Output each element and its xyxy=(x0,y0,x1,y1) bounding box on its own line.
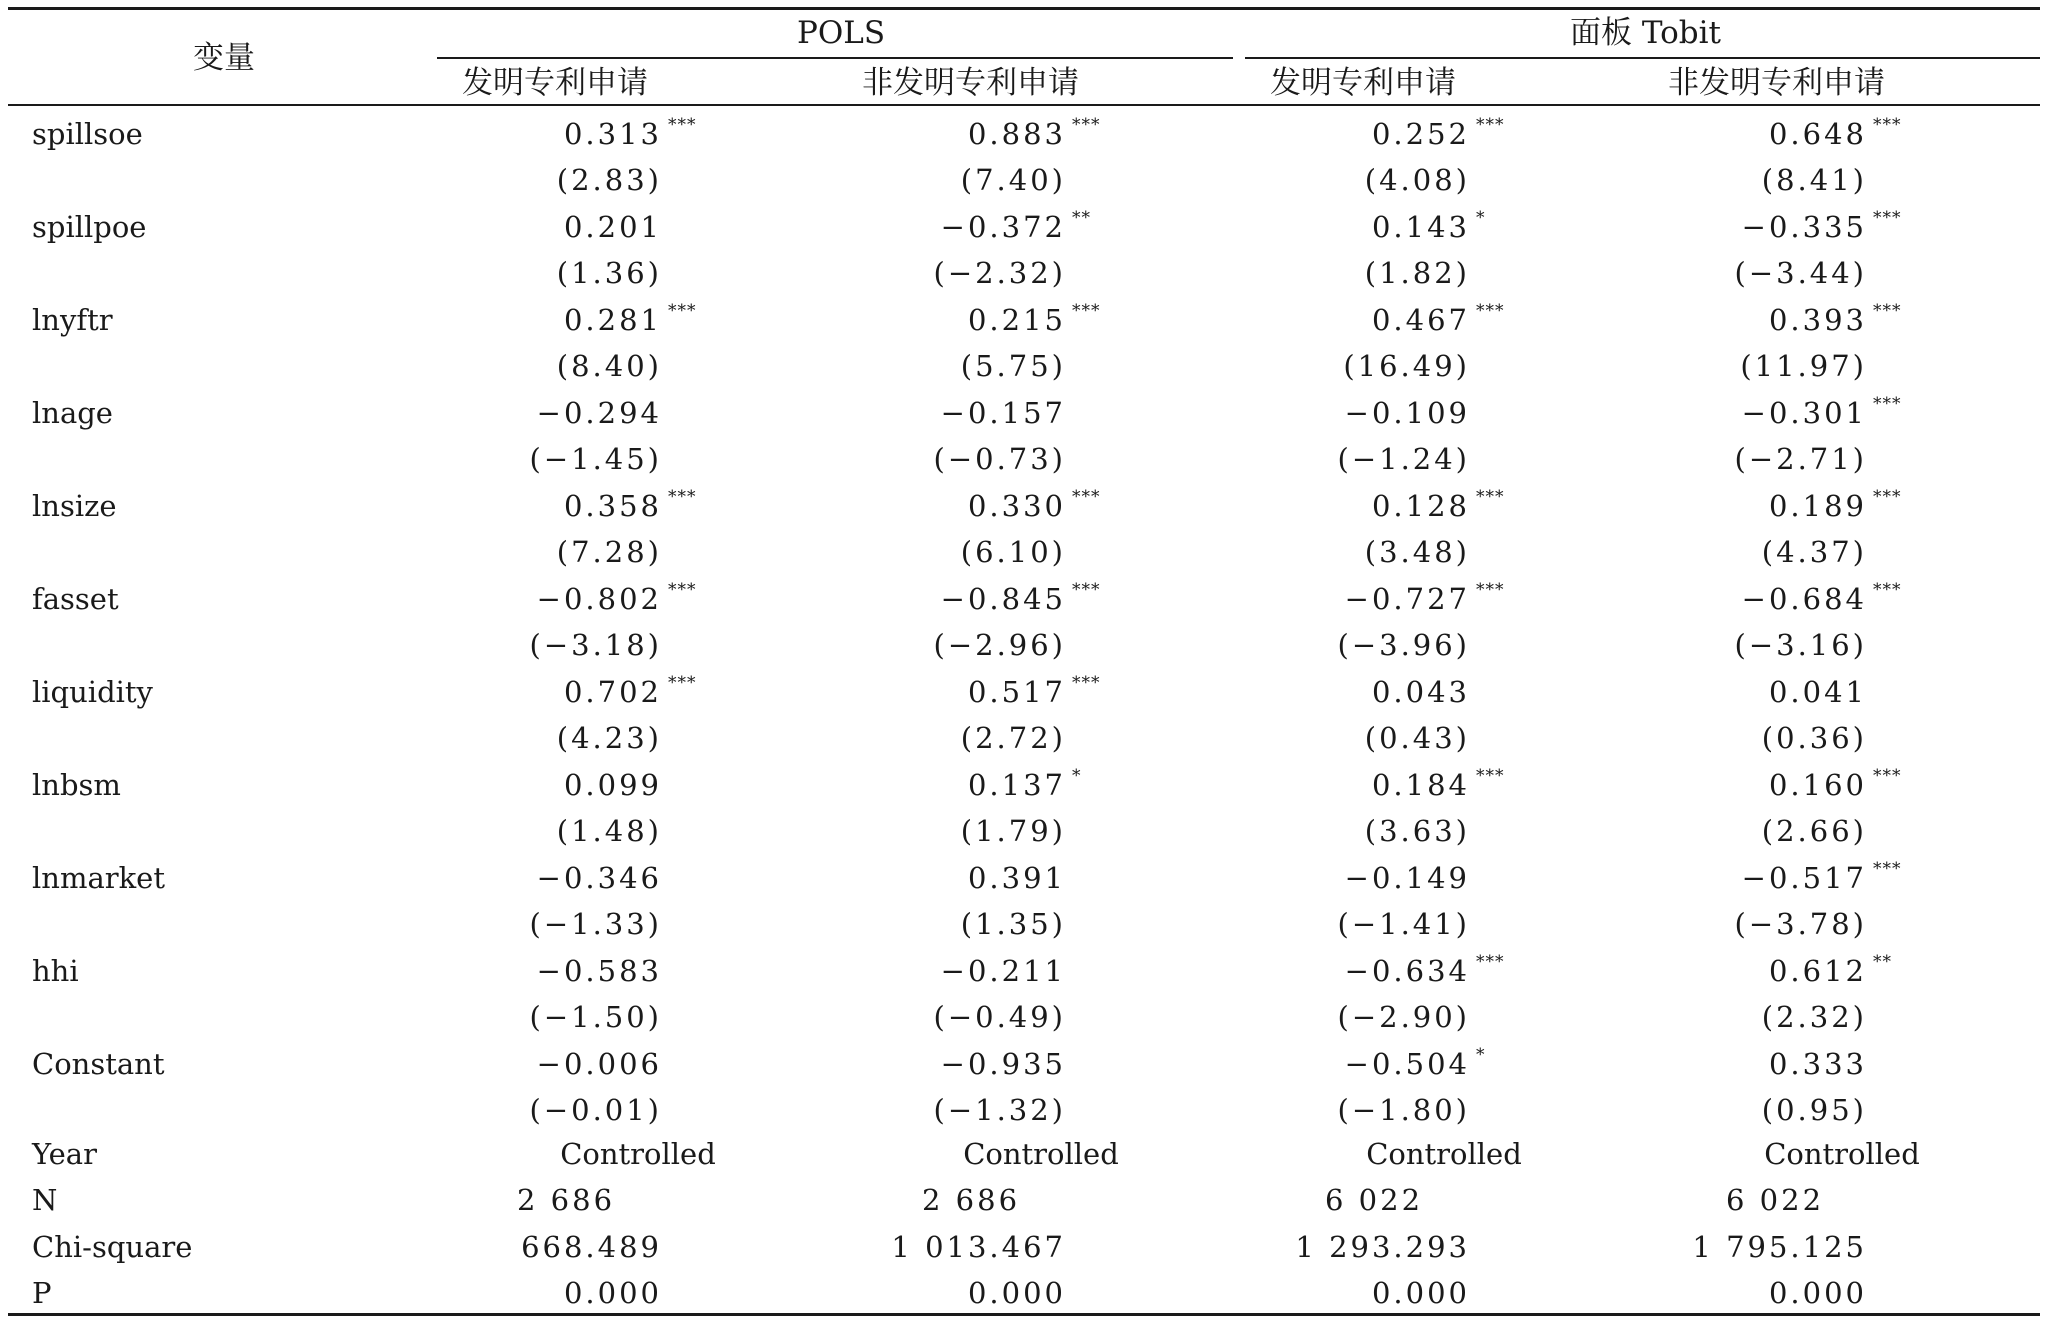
footer-value: Controlled xyxy=(560,1137,716,1171)
footer-value: Controlled xyxy=(1366,1137,1522,1171)
significance-stars: *** xyxy=(668,115,697,135)
significance-stars: *** xyxy=(1873,115,1902,135)
coefficient-cell: 0.517 xyxy=(967,675,1066,709)
t-stat-cell: (1.82) xyxy=(1364,256,1470,290)
significance-stars: * xyxy=(1476,208,1486,228)
significance-stars: *** xyxy=(1873,487,1902,507)
footer-value: 0.000 xyxy=(1768,1276,1867,1310)
coefficient-cell: −0.294 xyxy=(536,396,662,430)
t-stat-cell: (−0.49) xyxy=(933,1000,1066,1034)
t-stat-cell: (3.48) xyxy=(1364,535,1470,569)
group-header-tobit: 面板 Tobit xyxy=(1570,15,1722,51)
t-stat-cell: (1.79) xyxy=(960,814,1066,848)
coefficient-cell: −0.149 xyxy=(1344,861,1470,895)
t-stat-cell: (−3.44) xyxy=(1734,256,1867,290)
t-stat-cell: (11.97) xyxy=(1740,349,1867,383)
significance-stars: ** xyxy=(1873,952,1892,972)
footer-value: 6 022 xyxy=(1726,1183,1825,1217)
coefficient-cell: 0.333 xyxy=(1768,1047,1867,1081)
t-stat-cell: (7.28) xyxy=(556,535,662,569)
row-label: liquidity xyxy=(32,675,153,709)
significance-stars: *** xyxy=(1072,487,1101,507)
coefficient-cell: −0.006 xyxy=(536,1047,662,1081)
footer-value: Controlled xyxy=(963,1137,1119,1171)
coefficient-cell: 0.160 xyxy=(1768,768,1867,802)
footer-value: 1 013.467 xyxy=(891,1230,1066,1264)
header-rule xyxy=(8,104,2040,106)
t-stat-cell: (−1.24) xyxy=(1337,442,1470,476)
t-stat-cell: (4.08) xyxy=(1364,163,1470,197)
coefficient-cell: 0.391 xyxy=(967,861,1066,895)
t-stat-cell: (−3.18) xyxy=(529,628,662,662)
t-stat-cell: (1.48) xyxy=(556,814,662,848)
t-stat-cell: (6.10) xyxy=(960,535,1066,569)
coefficient-cell: −0.583 xyxy=(536,954,662,988)
coefficient-cell: 0.467 xyxy=(1371,303,1470,337)
variable-header: 变量 xyxy=(193,40,255,76)
significance-stars: *** xyxy=(1873,301,1902,321)
coefficient-cell: −0.504 xyxy=(1344,1047,1470,1081)
row-label: spillsoe xyxy=(32,117,143,151)
coefficient-cell: −0.727 xyxy=(1344,582,1470,616)
footer-value: 1 293.293 xyxy=(1295,1230,1470,1264)
coefficient-cell: −0.845 xyxy=(940,582,1066,616)
coefficient-cell: 0.281 xyxy=(563,303,662,337)
coefficient-cell: −0.684 xyxy=(1741,582,1867,616)
row-label: lnsize xyxy=(32,489,117,523)
t-stat-cell: (1.35) xyxy=(960,907,1066,941)
pols-group-rule xyxy=(437,57,1233,59)
t-stat-cell: (−0.01) xyxy=(529,1093,662,1127)
column-header-4: 非发明专利申请 xyxy=(1668,65,1885,101)
significance-stars: *** xyxy=(1072,301,1101,321)
coefficient-cell: −0.634 xyxy=(1344,954,1470,988)
significance-stars: *** xyxy=(1072,580,1101,600)
t-stat-cell: (3.63) xyxy=(1364,814,1470,848)
row-label: lnage xyxy=(32,396,113,430)
t-stat-cell: (2.32) xyxy=(1761,1000,1867,1034)
significance-stars: ** xyxy=(1072,208,1091,228)
significance-stars: *** xyxy=(1873,394,1902,414)
t-stat-cell: (2.72) xyxy=(960,721,1066,755)
coefficient-cell: −0.346 xyxy=(536,861,662,895)
significance-stars: *** xyxy=(1476,115,1505,135)
coefficient-cell: 0.128 xyxy=(1371,489,1470,523)
t-stat-cell: (8.40) xyxy=(556,349,662,383)
coefficient-cell: 0.648 xyxy=(1768,117,1867,151)
coefficient-cell: 0.702 xyxy=(563,675,662,709)
t-stat-cell: (−3.96) xyxy=(1337,628,1470,662)
t-stat-cell: (−0.73) xyxy=(933,442,1066,476)
footer-value: 668.489 xyxy=(521,1230,662,1264)
significance-stars: *** xyxy=(668,487,697,507)
coefficient-cell: −0.301 xyxy=(1741,396,1867,430)
footer-label: Chi-square xyxy=(32,1230,193,1264)
coefficient-cell: 0.612 xyxy=(1768,954,1867,988)
column-header-1: 发明专利申请 xyxy=(462,65,648,101)
t-stat-cell: (−1.41) xyxy=(1337,907,1470,941)
significance-stars: *** xyxy=(1873,208,1902,228)
significance-stars: *** xyxy=(668,301,697,321)
t-stat-cell: (−1.45) xyxy=(529,442,662,476)
column-header-2: 非发明专利申请 xyxy=(862,65,1079,101)
coefficient-cell: 0.358 xyxy=(563,489,662,523)
coefficient-cell: 0.099 xyxy=(563,768,662,802)
t-stat-cell: (5.75) xyxy=(960,349,1066,383)
significance-stars: * xyxy=(1476,1045,1486,1065)
t-stat-cell: (0.36) xyxy=(1761,721,1867,755)
top-rule xyxy=(8,7,2040,10)
coefficient-cell: −0.211 xyxy=(940,954,1066,988)
significance-stars: *** xyxy=(1476,952,1505,972)
footer-value: 2 686 xyxy=(922,1183,1021,1217)
row-label: spillpoe xyxy=(32,210,147,244)
coefficient-cell: 0.393 xyxy=(1768,303,1867,337)
significance-stars: *** xyxy=(1873,859,1902,879)
coefficient-cell: 0.184 xyxy=(1371,768,1470,802)
t-stat-cell: (−1.32) xyxy=(933,1093,1066,1127)
t-stat-cell: (8.41) xyxy=(1761,163,1867,197)
coefficient-cell: 0.041 xyxy=(1768,675,1867,709)
significance-stars: *** xyxy=(1476,301,1505,321)
t-stat-cell: (1.36) xyxy=(556,256,662,290)
significance-stars: *** xyxy=(1476,580,1505,600)
t-stat-cell: (4.23) xyxy=(556,721,662,755)
t-stat-cell: (−1.80) xyxy=(1337,1093,1470,1127)
t-stat-cell: (16.49) xyxy=(1343,349,1470,383)
footer-value: 0.000 xyxy=(1371,1276,1470,1310)
significance-stars: *** xyxy=(1476,766,1505,786)
coefficient-cell: 0.043 xyxy=(1371,675,1470,709)
row-label: lnyftr xyxy=(32,303,113,337)
row-label: Constant xyxy=(32,1047,165,1081)
significance-stars: *** xyxy=(1873,766,1902,786)
coefficient-cell: −0.517 xyxy=(1741,861,1867,895)
significance-stars: *** xyxy=(1072,115,1101,135)
t-stat-cell: (4.37) xyxy=(1761,535,1867,569)
footer-value: 2 686 xyxy=(517,1183,616,1217)
row-label: fasset xyxy=(32,582,119,616)
significance-stars: *** xyxy=(668,673,697,693)
coefficient-cell: −0.802 xyxy=(536,582,662,616)
row-label: lnmarket xyxy=(32,861,165,895)
t-stat-cell: (−2.90) xyxy=(1337,1000,1470,1034)
column-header-3: 发明专利申请 xyxy=(1270,65,1456,101)
group-header-pols: POLS xyxy=(797,15,886,51)
coefficient-cell: −0.372 xyxy=(940,210,1066,244)
t-stat-cell: (2.83) xyxy=(556,163,662,197)
t-stat-cell: (−3.16) xyxy=(1734,628,1867,662)
t-stat-cell: (−1.50) xyxy=(529,1000,662,1034)
t-stat-cell: (−2.71) xyxy=(1734,442,1867,476)
footer-value: 0.000 xyxy=(967,1276,1066,1310)
coefficient-cell: 0.883 xyxy=(967,117,1066,151)
bottom-rule xyxy=(8,1313,2040,1316)
t-stat-cell: (0.43) xyxy=(1364,721,1470,755)
t-stat-cell: (−2.96) xyxy=(933,628,1066,662)
t-stat-cell: (2.66) xyxy=(1761,814,1867,848)
coefficient-cell: 0.201 xyxy=(563,210,662,244)
footer-label: P xyxy=(32,1276,52,1310)
coefficient-cell: 0.137 xyxy=(967,768,1066,802)
coefficient-cell: −0.335 xyxy=(1741,210,1867,244)
footer-value: 6 022 xyxy=(1325,1183,1424,1217)
coefficient-cell: 0.215 xyxy=(967,303,1066,337)
t-stat-cell: (−1.33) xyxy=(529,907,662,941)
footer-label: Year xyxy=(32,1137,97,1171)
coefficient-cell: −0.109 xyxy=(1344,396,1470,430)
coefficient-cell: 0.252 xyxy=(1371,117,1470,151)
footer-label: N xyxy=(32,1183,58,1217)
footer-value: Controlled xyxy=(1764,1137,1920,1171)
coefficient-cell: 0.330 xyxy=(967,489,1066,523)
significance-stars: *** xyxy=(1873,580,1902,600)
coefficient-cell: −0.935 xyxy=(940,1047,1066,1081)
coefficient-cell: 0.189 xyxy=(1768,489,1867,523)
coefficient-cell: −0.157 xyxy=(940,396,1066,430)
t-stat-cell: (7.40) xyxy=(960,163,1066,197)
significance-stars: *** xyxy=(1476,487,1505,507)
row-label: hhi xyxy=(32,954,79,988)
t-stat-cell: (0.95) xyxy=(1761,1093,1867,1127)
significance-stars: *** xyxy=(1072,673,1101,693)
coefficient-cell: 0.313 xyxy=(563,117,662,151)
row-label: lnbsm xyxy=(32,768,121,802)
significance-stars: * xyxy=(1072,766,1082,786)
tobit-group-rule xyxy=(1245,57,2040,59)
t-stat-cell: (−3.78) xyxy=(1734,907,1867,941)
footer-value: 1 795.125 xyxy=(1692,1230,1867,1264)
coefficient-cell: 0.143 xyxy=(1371,210,1470,244)
footer-value: 0.000 xyxy=(563,1276,662,1310)
t-stat-cell: (−2.32) xyxy=(933,256,1066,290)
significance-stars: *** xyxy=(668,580,697,600)
